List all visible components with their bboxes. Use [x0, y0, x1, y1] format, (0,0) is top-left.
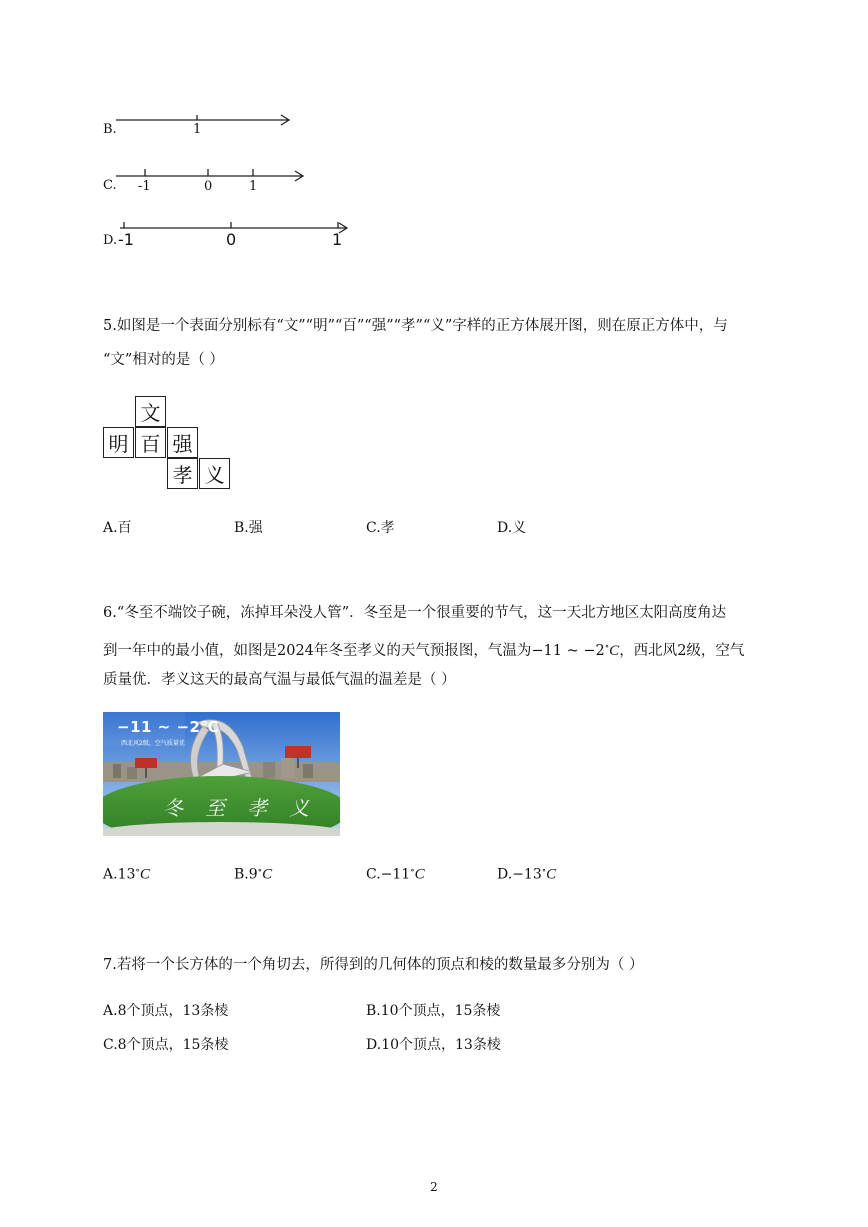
q6-option-unit: C: [414, 866, 425, 883]
q6-option-value: 13: [117, 866, 136, 883]
q7-option-label: D.: [366, 1037, 382, 1053]
q6-year: 2024: [277, 642, 314, 659]
q6-line2-part: 到一年中的最小值，如图是: [103, 642, 277, 659]
number-line-b-tick-label: 1: [193, 122, 202, 137]
photo-calligraphy: 冬至孝义: [163, 796, 331, 820]
q6-text-line2: 到一年中的最小值，如图是2024年冬至孝义的天气预报图，气温为−11 ~ −2∘C，西北风2级，空气: [103, 642, 745, 659]
number-line-c-tick-label: 1: [249, 179, 258, 194]
q7-text: 个顶点，: [399, 1037, 456, 1053]
q6-option-a[interactable]: A.13∘C: [103, 866, 150, 883]
q6-temp-range: −11 ~ −2: [531, 642, 605, 659]
q6-line2-part: 级，空气: [686, 642, 745, 659]
q7-edges: 13: [182, 1003, 201, 1019]
q7-edges: 15: [182, 1037, 201, 1053]
number-line-d-tick-label: -1: [118, 230, 134, 249]
cube-net: [103, 396, 233, 492]
q6-line2-part: ，西北风: [619, 642, 678, 659]
photo-sub-overlay: 西北风2级，空气质量优: [121, 740, 185, 747]
option-c-label: C.: [103, 178, 117, 193]
q6-option-label: A.: [103, 866, 118, 883]
q7-option-label: C.: [103, 1037, 118, 1053]
number-line-b: [116, 110, 296, 130]
q7-vertices: 10: [381, 1037, 400, 1053]
q7-option-a[interactable]: [103, 1000, 228, 1020]
q6-option-value: −13: [512, 866, 542, 883]
q5-text-line1: 5.如图是一个表面分别标有“文”“明”“百”“强”“孝”“义”字样的正方体展开图，则在原正方体中，与: [103, 318, 728, 334]
q6-option-label: D.: [497, 866, 513, 883]
q6-wind-level: 2: [677, 642, 687, 659]
q6-option-c[interactable]: C.−11∘C: [366, 866, 425, 883]
q6-option-label: C.: [366, 866, 381, 883]
q7-option-label: B.: [366, 1003, 381, 1019]
q7-option-d[interactable]: [366, 1034, 501, 1054]
cube-face-bai: 百: [135, 427, 166, 458]
q7-text: 条棱: [472, 1003, 501, 1019]
q7-text: 个顶点，: [398, 1003, 455, 1019]
q7-option-label: A.: [103, 1003, 118, 1019]
cube-face-xiao: 孝: [167, 458, 198, 489]
cube-face-ming: 明: [103, 427, 134, 458]
q6-option-value: −11: [380, 866, 411, 883]
number-line-d-tick-label: 1: [332, 230, 343, 249]
weather-forecast-photo: [103, 712, 340, 836]
q6-text-line1: 6.“冬至不端饺子碗，冻掉耳朵没人管”．冬至是一个很重要的节气，这一天北方地区太阳高度角达: [103, 605, 727, 621]
q5-option-b[interactable]: B.强: [234, 520, 263, 536]
q5-option-d[interactable]: D.义: [497, 520, 527, 536]
q7-text: 个顶点，: [126, 1037, 183, 1053]
q7-option-c[interactable]: [103, 1034, 228, 1054]
q5-option-a[interactable]: A.百: [103, 520, 132, 536]
q7-option-b[interactable]: [366, 1000, 500, 1020]
q7-vertices: 8: [117, 1037, 127, 1053]
q6-unit: C: [609, 642, 620, 659]
q6-option-b[interactable]: B.9∘C: [234, 866, 273, 883]
q7-text: 条棱: [200, 1037, 229, 1053]
q6-option-unit: C: [139, 866, 150, 883]
q6-option-label: B.: [234, 866, 249, 883]
q7-vertices: 8: [117, 1003, 127, 1019]
q7-text: 条棱: [472, 1037, 501, 1053]
q7-edges: 13: [455, 1037, 473, 1053]
q5-text-line2: “文”相对的是（ ）: [103, 352, 224, 368]
number-line-c-tick-label: 0: [204, 179, 213, 194]
photo-temp-overlay: −11 ~ −2℃: [117, 718, 220, 736]
page-number: 2: [430, 1180, 438, 1194]
q7-vertices: 10: [380, 1003, 399, 1019]
option-b-label: B.: [103, 122, 117, 137]
q6-option-d[interactable]: D.−13∘C: [497, 866, 557, 883]
number-line-c-tick-label: -1: [138, 179, 151, 194]
q6-option-unit: C: [262, 866, 273, 883]
q6-line2-part: 年冬至孝义的天气预报图，气温为: [313, 642, 532, 659]
number-line-d-tick-label: 0: [226, 230, 237, 249]
q7-text: 个顶点，: [126, 1003, 183, 1019]
q7-text: 条棱: [200, 1003, 229, 1019]
q6-option-unit: C: [546, 866, 557, 883]
q7-text-line1: 7.若将一个长方体的一个角切去，所得到的几何体的顶点和棱的数量最多分别为（ ）: [103, 957, 644, 973]
q6-option-value: 9: [248, 866, 258, 883]
cube-face-qiang: 强: [167, 427, 198, 458]
cube-face-yi: 义: [199, 458, 230, 489]
q6-text-line3: 质量优．孝义这天的最高气温与最低气温的温差是（ ）: [103, 672, 456, 688]
q7-edges: 15: [454, 1003, 473, 1019]
cube-face-wen: 文: [135, 396, 166, 427]
q5-option-c[interactable]: C.孝: [366, 520, 395, 536]
option-d-label: D.: [103, 233, 118, 248]
